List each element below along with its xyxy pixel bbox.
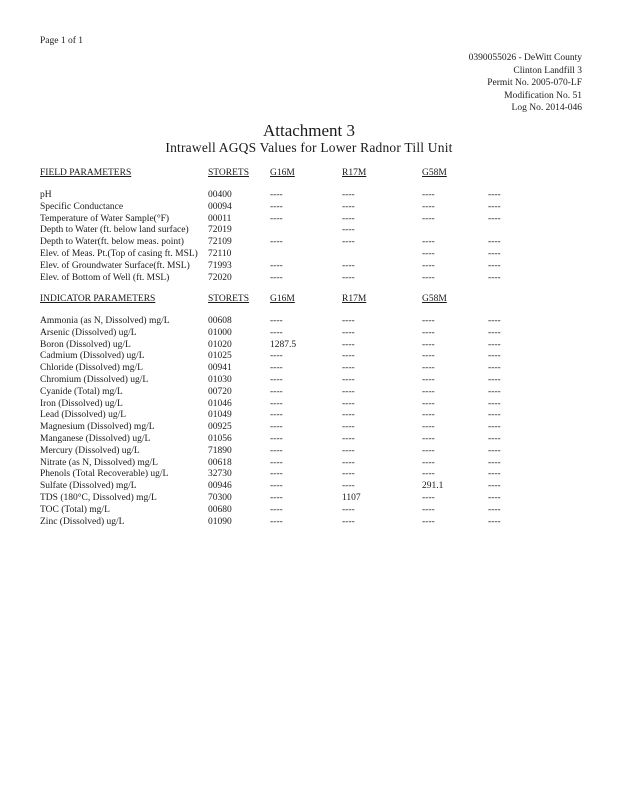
table-row bbox=[40, 481, 580, 493]
table-row bbox=[40, 469, 580, 481]
g58m-value: ---- bbox=[422, 237, 435, 248]
storet-code: 00925 bbox=[208, 422, 232, 433]
table-header-row bbox=[40, 168, 580, 179]
storet-code: 01056 bbox=[208, 433, 232, 444]
table-row bbox=[40, 214, 580, 226]
r17m-value: ---- bbox=[342, 327, 355, 338]
parameter-name: Elev. of Meas. Pt.(Top of casing ft. MSL) bbox=[40, 248, 198, 259]
g16m-value: ---- bbox=[270, 237, 283, 248]
parameter-name: Ammonia (as N, Dissolved) mg/L bbox=[40, 316, 170, 326]
r17m-value: ---- bbox=[342, 481, 355, 492]
g58m-value: ---- bbox=[422, 327, 435, 338]
extra-value: ---- bbox=[488, 469, 501, 480]
parameter-name: Mercury (Dissolved) ug/L bbox=[40, 445, 140, 456]
extra-value: ---- bbox=[488, 190, 501, 200]
g16m-value: ---- bbox=[270, 213, 283, 224]
g58m-value: ---- bbox=[422, 213, 435, 224]
r17m-value: ---- bbox=[342, 190, 355, 200]
r17m-value: ---- bbox=[342, 386, 355, 397]
extra-value: ---- bbox=[488, 248, 501, 259]
g16m-value: ---- bbox=[270, 351, 283, 362]
table-row bbox=[40, 351, 580, 363]
table-row bbox=[40, 422, 580, 434]
storet-code: 01030 bbox=[208, 374, 232, 385]
parameter-name: Depth to Water(ft. below meas. point) bbox=[40, 237, 184, 248]
extra-value: ---- bbox=[488, 422, 501, 433]
g16m-value: ---- bbox=[270, 445, 283, 456]
r17m-value: ---- bbox=[342, 316, 355, 326]
g58m-value: ---- bbox=[422, 386, 435, 397]
table-row bbox=[40, 410, 580, 422]
g58m-value: ---- bbox=[422, 190, 435, 200]
extra-value: ---- bbox=[488, 316, 501, 326]
table-row bbox=[40, 446, 580, 458]
extra-value: ---- bbox=[488, 237, 501, 248]
storet-code: 71993 bbox=[208, 260, 232, 271]
column-header-r17m: R17M bbox=[342, 168, 367, 178]
extra-value: ---- bbox=[488, 504, 501, 515]
storet-code: 01046 bbox=[208, 398, 232, 409]
parameter-name: Zinc (Dissolved) ug/L bbox=[40, 516, 125, 527]
parameter-name: Chloride (Dissolved) mg/L bbox=[40, 363, 143, 374]
storet-code: 72020 bbox=[208, 272, 232, 283]
column-header-g16m: G16M bbox=[270, 168, 295, 178]
g16m-value: ---- bbox=[270, 201, 283, 212]
table-header-row bbox=[40, 294, 580, 305]
storet-code: 00941 bbox=[208, 363, 232, 374]
g16m-value: ---- bbox=[270, 327, 283, 338]
r17m-value: 1107 bbox=[342, 492, 361, 503]
r17m-value: ---- bbox=[342, 237, 355, 248]
storet-code: 01000 bbox=[208, 327, 232, 338]
table-row bbox=[40, 249, 580, 261]
r17m-value: ---- bbox=[342, 213, 355, 224]
header-line: 0390055026 - DeWitt County bbox=[468, 53, 582, 63]
g58m-value: 291.1 bbox=[422, 481, 444, 492]
spacer bbox=[40, 179, 580, 190]
r17m-value: ---- bbox=[342, 410, 355, 421]
extra-value: ---- bbox=[488, 260, 501, 271]
extra-value: ---- bbox=[488, 457, 501, 468]
extra-value: ---- bbox=[488, 327, 501, 338]
g58m-value: ---- bbox=[422, 504, 435, 515]
r17m-value: ---- bbox=[342, 469, 355, 480]
table-row bbox=[40, 458, 580, 470]
g16m-value: ---- bbox=[270, 492, 283, 503]
header-line: Modification No. 51 bbox=[504, 90, 582, 101]
g16m-value: ---- bbox=[270, 433, 283, 444]
parameter-name: Cadmium (Dissolved) ug/L bbox=[40, 351, 145, 362]
extra-value: ---- bbox=[488, 445, 501, 456]
storet-code: 70300 bbox=[208, 492, 232, 503]
document-title: Attachment 3 bbox=[262, 121, 356, 140]
r17m-value: ---- bbox=[342, 201, 355, 212]
extra-value: ---- bbox=[488, 272, 501, 283]
g16m-value: ---- bbox=[270, 398, 283, 409]
r17m-value: ---- bbox=[342, 422, 355, 433]
parameter-name: Phenols (Total Recoverable) ug/L bbox=[40, 469, 169, 480]
g16m-value: ---- bbox=[270, 260, 283, 271]
storet-code: 00720 bbox=[208, 386, 232, 397]
g58m-value: ---- bbox=[422, 351, 435, 362]
g58m-value: ---- bbox=[422, 398, 435, 409]
extra-value: ---- bbox=[488, 374, 501, 385]
table-row bbox=[40, 375, 580, 387]
header-line: Clinton Landfill 3 bbox=[513, 65, 582, 76]
r17m-value: ---- bbox=[342, 339, 355, 350]
g58m-value: ---- bbox=[422, 516, 435, 527]
table-row bbox=[40, 493, 580, 505]
column-header-storets: STORETS bbox=[208, 294, 250, 304]
g58m-value: ---- bbox=[422, 410, 435, 421]
parameter-name: Elev. of Bottom of Well (ft. MSL) bbox=[40, 272, 170, 283]
g16m-value: ---- bbox=[270, 410, 283, 421]
extra-value: ---- bbox=[488, 213, 501, 224]
parameter-name: TOC (Total) mg/L bbox=[40, 504, 110, 515]
table-row bbox=[40, 237, 580, 249]
r17m-value: ---- bbox=[342, 445, 355, 456]
extra-value: ---- bbox=[488, 410, 501, 421]
page-number: Page 1 of 1 bbox=[40, 36, 84, 46]
parameter-name: Nitrate (as N, Dissolved) mg/L bbox=[40, 457, 158, 468]
column-header-parameter: INDICATOR PARAMETERS bbox=[40, 294, 156, 304]
g58m-value: ---- bbox=[422, 201, 435, 212]
storet-code: 00400 bbox=[208, 190, 232, 200]
r17m-value: ---- bbox=[342, 504, 355, 515]
storet-code: 71890 bbox=[208, 445, 232, 456]
storet-code: 00094 bbox=[208, 201, 232, 212]
storet-code: 72110 bbox=[208, 248, 232, 259]
header-line: Log No. 2014-046 bbox=[511, 103, 582, 113]
g16m-value: ---- bbox=[270, 457, 283, 468]
extra-value: ---- bbox=[488, 386, 501, 397]
parameter-name: Chromium (Dissolved) ug/L bbox=[40, 374, 149, 385]
extra-value: ---- bbox=[488, 351, 501, 362]
column-header-storets: STORETS bbox=[208, 168, 250, 178]
parameter-name: pH bbox=[40, 190, 52, 200]
table-row bbox=[40, 190, 580, 202]
extra-value: ---- bbox=[488, 339, 501, 350]
extra-value: ---- bbox=[488, 398, 501, 409]
parameter-name: Magnesium (Dissolved) mg/L bbox=[40, 422, 155, 433]
g16m-value: ---- bbox=[270, 422, 283, 433]
table-row bbox=[40, 363, 580, 375]
parameter-name: Arsenic (Dissolved) ug/L bbox=[40, 327, 137, 338]
g58m-value: ---- bbox=[422, 272, 435, 283]
column-header-g58m: G58M bbox=[422, 294, 447, 304]
column-header-parameter: FIELD PARAMETERS bbox=[40, 168, 132, 178]
spacer bbox=[40, 305, 580, 316]
r17m-value: ---- bbox=[342, 225, 355, 236]
extra-value: ---- bbox=[488, 481, 501, 492]
g16m-value: 1287.5 bbox=[270, 339, 297, 350]
g58m-value: ---- bbox=[422, 457, 435, 468]
parameter-name: TDS (180°C, Dissolved) mg/L bbox=[40, 492, 157, 503]
table-row bbox=[40, 505, 580, 517]
g58m-value: ---- bbox=[422, 422, 435, 433]
storet-code: 00608 bbox=[208, 316, 232, 326]
storet-code: 01025 bbox=[208, 351, 232, 362]
extra-value: ---- bbox=[488, 492, 501, 503]
table-row bbox=[40, 340, 580, 352]
storet-code: 00946 bbox=[208, 481, 232, 492]
storet-code: 00680 bbox=[208, 504, 232, 515]
table-row bbox=[40, 316, 580, 328]
field-parameters-table bbox=[40, 168, 580, 284]
g58m-value: ---- bbox=[422, 374, 435, 385]
r17m-value: ---- bbox=[342, 398, 355, 409]
storet-code: 32730 bbox=[208, 469, 232, 480]
g16m-value: ---- bbox=[270, 469, 283, 480]
parameter-name: Lead (Dissolved) ug/L bbox=[40, 410, 127, 421]
r17m-value: ---- bbox=[342, 374, 355, 385]
parameter-name: Cyanide (Total) mg/L bbox=[40, 386, 123, 397]
r17m-value: ---- bbox=[342, 272, 355, 283]
g58m-value: ---- bbox=[422, 248, 435, 259]
table-row bbox=[40, 273, 580, 285]
table-row bbox=[40, 387, 580, 399]
r17m-value: ---- bbox=[342, 516, 355, 527]
g16m-value: ---- bbox=[270, 190, 283, 200]
table-row bbox=[40, 434, 580, 446]
g16m-value: ---- bbox=[270, 374, 283, 385]
g16m-value: ---- bbox=[270, 516, 283, 527]
g58m-value: ---- bbox=[422, 492, 435, 503]
table-row bbox=[40, 202, 580, 214]
parameter-name: Specific Conductance bbox=[40, 201, 124, 212]
g58m-value: ---- bbox=[422, 445, 435, 456]
parameter-name: Iron (Dissolved) ug/L bbox=[40, 398, 123, 409]
column-header-r17m: R17M bbox=[342, 294, 367, 304]
g16m-value: ---- bbox=[270, 504, 283, 515]
extra-value: ---- bbox=[488, 363, 501, 374]
r17m-value: ---- bbox=[342, 457, 355, 468]
g16m-value: ---- bbox=[270, 316, 283, 326]
document-subtitle: Intrawell AGQS Values for Lower Radnor Till Unit bbox=[165, 140, 453, 155]
table-row bbox=[40, 399, 580, 411]
parameter-name: Boron (Dissolved) ug/L bbox=[40, 339, 131, 350]
parameter-name: Sulfate (Dissolved) mg/L bbox=[40, 481, 137, 492]
g16m-value: ---- bbox=[270, 386, 283, 397]
field-rows bbox=[40, 190, 580, 284]
g16m-value: ---- bbox=[270, 481, 283, 492]
r17m-value: ---- bbox=[342, 433, 355, 444]
storet-code: 01020 bbox=[208, 339, 232, 350]
indicator-parameters-table bbox=[40, 294, 580, 528]
document-header bbox=[469, 52, 582, 115]
storet-code: 01090 bbox=[208, 516, 232, 527]
storet-code: 00011 bbox=[208, 213, 232, 224]
storet-code: 00618 bbox=[208, 457, 232, 468]
table-row bbox=[40, 517, 580, 529]
storet-code: 72019 bbox=[208, 225, 232, 236]
table-row bbox=[40, 225, 580, 237]
g16m-value: ---- bbox=[270, 272, 283, 283]
parameter-name: Depth to Water (ft. below land surface) bbox=[40, 225, 189, 236]
g58m-value: ---- bbox=[422, 363, 435, 374]
parameter-name: Elev. of Groundwater Surface(ft. MSL) bbox=[40, 260, 190, 271]
extra-value: ---- bbox=[488, 516, 501, 527]
g58m-value: ---- bbox=[422, 433, 435, 444]
table-row bbox=[40, 261, 580, 273]
g58m-value: ---- bbox=[422, 260, 435, 271]
r17m-value: ---- bbox=[342, 260, 355, 271]
column-header-g16m: G16M bbox=[270, 294, 295, 304]
extra-value: ---- bbox=[488, 433, 501, 444]
column-header-g58m: G58M bbox=[422, 168, 447, 178]
storet-code: 72109 bbox=[208, 237, 232, 248]
r17m-value: ---- bbox=[342, 363, 355, 374]
table-row bbox=[40, 328, 580, 340]
indicator-rows bbox=[40, 316, 580, 528]
parameter-name: Manganese (Dissolved) ug/L bbox=[40, 433, 151, 444]
header-line: Permit No. 2005-070-LF bbox=[487, 78, 582, 88]
extra-value: ---- bbox=[488, 201, 501, 212]
r17m-value: ---- bbox=[342, 351, 355, 362]
parameter-name: Temperature of Water Sample(°F) bbox=[40, 213, 170, 224]
storet-code: 01049 bbox=[208, 410, 232, 421]
g58m-value: ---- bbox=[422, 469, 435, 480]
g16m-value: ---- bbox=[270, 363, 283, 374]
g58m-value: ---- bbox=[422, 339, 435, 350]
g58m-value: ---- bbox=[422, 316, 435, 326]
